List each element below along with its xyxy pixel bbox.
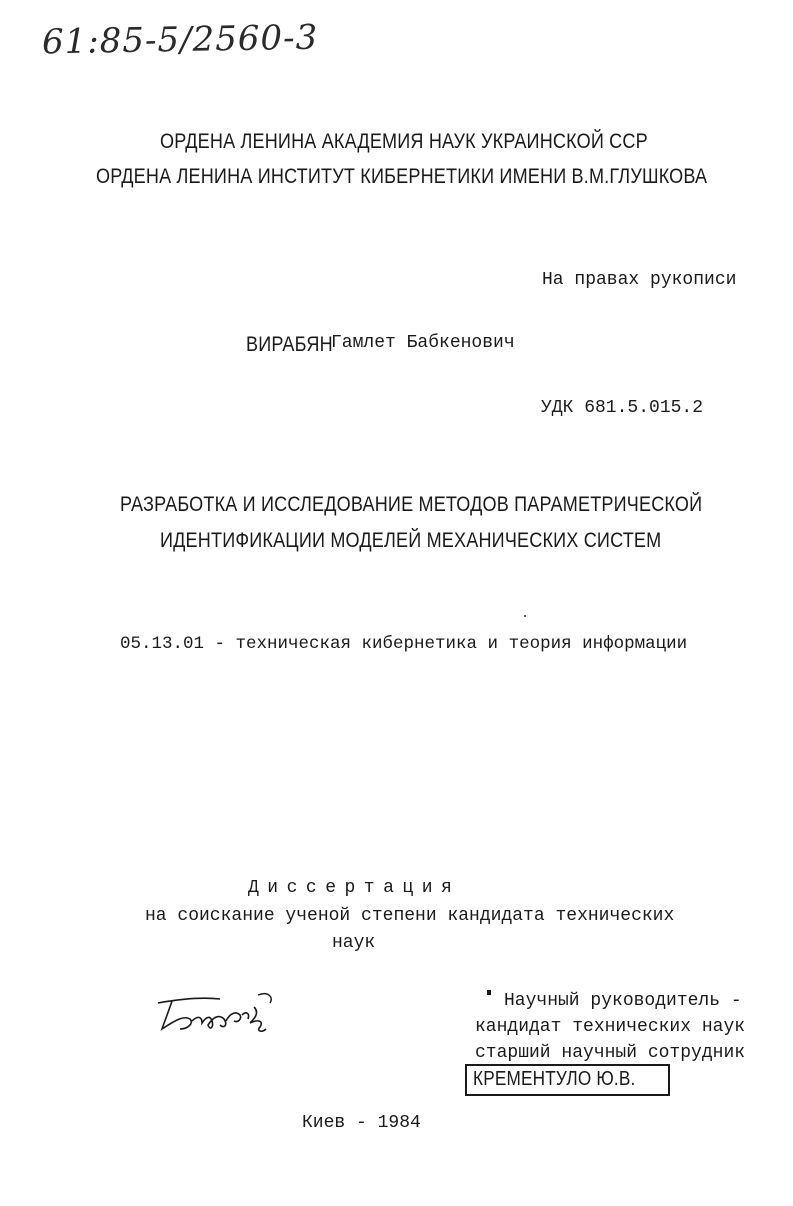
advisor-degree: кандидат технических наук	[475, 1017, 746, 1037]
paper-speck	[524, 615, 526, 617]
advisor-name-box	[465, 1064, 670, 1096]
advisor-name: КРЕМЕНТУЛО Ю.В.	[473, 1068, 636, 1090]
author-signature	[150, 985, 310, 1045]
advisor-position: старший научный сотрудник	[475, 1043, 746, 1063]
degree-line-2: наук	[332, 933, 376, 953]
place-year: Киев - 1984	[302, 1113, 421, 1133]
author-surname: ВИРАБЯН	[246, 333, 333, 356]
specialty: 05.13.01 - техническая кибернетика и теория информации	[120, 634, 688, 654]
degree-line-1: на соискание ученой степени кандидата технических	[145, 906, 675, 926]
author-given-names: Гамлет Бабкенович	[331, 333, 515, 353]
rights-note: На правах рукописи	[542, 270, 737, 290]
title-line-1: РАЗРАБОТКА И ИССЛЕДОВАНИЕ МЕТОДОВ ПАРАМЕТРИЧЕСКОЙ	[120, 493, 703, 516]
advisor-role: Научный руководитель -	[504, 991, 742, 1011]
archive-number-handwritten: 61:85-5/2560-3	[41, 17, 319, 63]
header-institute: ОРДЕНА ЛЕНИНА ИНСТИТУТ КИБЕРНЕТИКИ ИМЕНИ В.М.ГЛУШКОВА	[96, 165, 708, 188]
degree-heading: Диссертация	[248, 878, 461, 898]
header-academy: ОРДЕНА ЛЕНИНА АКАДЕМИЯ НАУК УКРАИНСКОЙ ССР	[160, 130, 648, 153]
bullet-mark	[487, 990, 491, 995]
udc-code: УДК 681.5.015.2	[541, 398, 704, 418]
title-line-2: ИДЕНТИФИКАЦИИ МОДЕЛЕЙ МЕХАНИЧЕСКИХ СИСТЕМ	[160, 529, 662, 552]
